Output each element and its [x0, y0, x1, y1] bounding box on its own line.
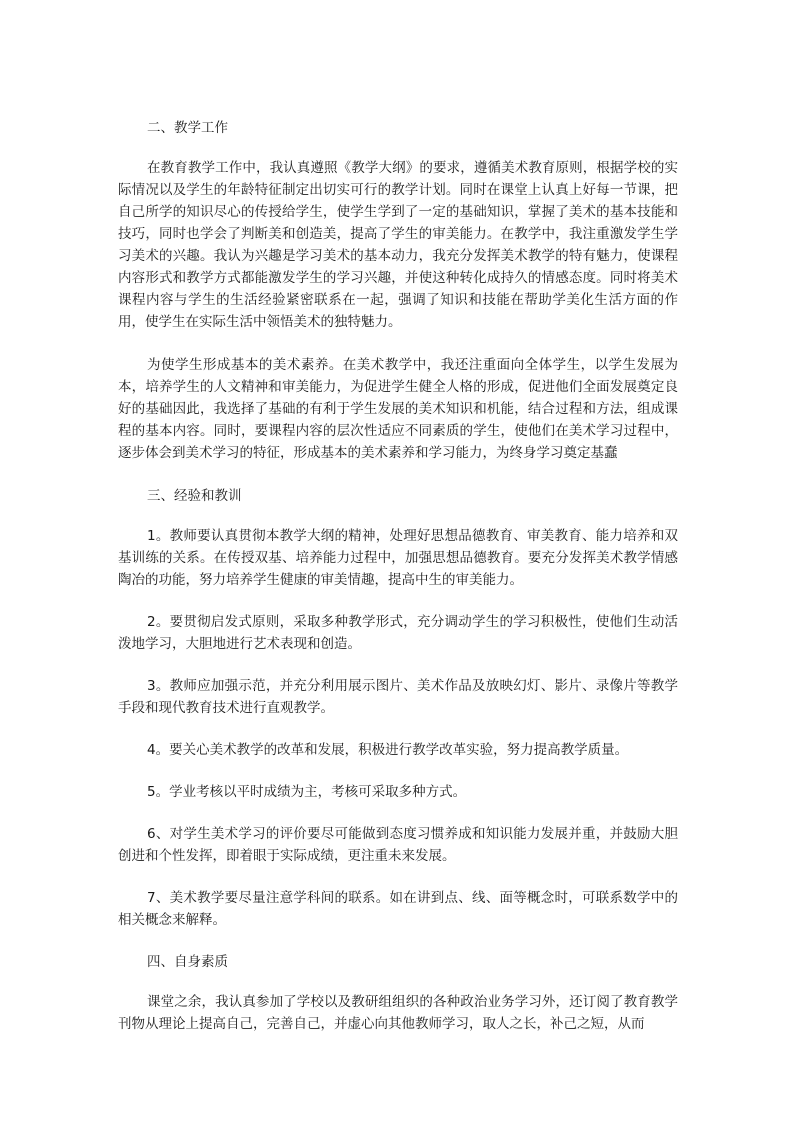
list-item-experience-2: 2。要贯彻启发式原则，采取多种教学形式，充分调动学生的学习积极性，使他们生动活泼地学习，大胆地进行艺术表现和创造。: [118, 614, 678, 652]
list-item-experience-3: 3。教师应加强示范，并充分利用展示图片、美术作品及放映幻灯、影片、录像片等教学手段和现代教育技术进行直观教学。: [118, 678, 678, 716]
list-item-experience-6: 6、对学生美术学习的评价要尽可能做到态度习惯养成和知识能力发展并重，并鼓励大胆创进和个性发挥，即着眼于实际成绩，更注重未来发展。: [118, 826, 678, 864]
paragraph-teaching-2: 为使学生形成基本的美术素养。在美术教学中，我还注重面向全体学生，以学生发展为本，培养学生的人文精神和审美能力，为促进学生健全人格的形成，促进他们全面发展奠定良好的基础因此，我选择了基础的有利于学生发展的美术知识和机能，结合过程和方法，组成课程的基本内容。同时，要课程内容的层次性适应不同素质的学生，使他们在美术学习过程中，逐步体会到美术学习的特征，形成基本的美术素养和学习能力，为终身学习奠定基蠢: [118, 357, 678, 461]
section-heading-quality: 四、自身素质: [147, 954, 228, 970]
list-item-experience-1: 1。教师要认真贯彻本教学大纲的精神，处理好思想品德教育、审美教育、能力培养和双基训练的关系。在传授双基、培养能力过程中，加强思想品德教育。要充分发挥美术教学情感陶冶的功能，努力培养学生健康的审美情趣，提高中生的审美能力。: [118, 528, 678, 588]
list-item-experience-7: 7、美术教学要尽量注意学科间的联系。如在讲到点、线、面等概念时，可联系数学中的相关概念来解释。: [118, 890, 678, 928]
list-item-experience-4: 4。要关心美术教学的改革和发展，积极进行教学改革实验，努力提高教学质量。: [147, 742, 629, 758]
list-item-experience-5: 5。学业考核以平时成绩为主，考核可采取多种方式。: [147, 784, 467, 800]
section-heading-teaching: 二、教学工作: [147, 120, 228, 136]
paragraph-quality-1: 课堂之余，我认真参加了学校以及教研组组织的各种政治业务学习外，还订阅了教育教学刊物从理论上提高自己，完善自己，并虚心向其他教师学习，取人之长，补己之短，从而: [118, 994, 678, 1032]
document-page: [118, 117, 678, 1035]
section-heading-experience: 三、经验和教训: [147, 488, 242, 504]
paragraph-teaching-1: 在教育教学工作中，我认真遵照《教学大纲》的要求，遵循美术教育原则，根据学校的实际情况以及学生的年龄特征制定出切实可行的教学计划。同时在课堂上认真上好每一节课，把自己所学的知识尽心的传授给学生，使学生学到了一定的基础知识，掌握了美术的基本技能和技巧，同时也学会了判断美和创造美，提高了学生的审美能力。在教学中，我注重激发学生学习美术的兴趣。我认为兴趣是学习美术的基本动力，我充分发挥美术教学的特有魅力，使课程内容形式和教学方式都能激发学生的学习兴趣，并使这种转化成持久的情感态度。同时将美术课程内容与学生的生活经验紧密联系在一起，强调了知识和技能在帮助学美化生活方面的作用，使学生在实际生活中领悟美术的独特魅力。: [118, 160, 678, 330]
